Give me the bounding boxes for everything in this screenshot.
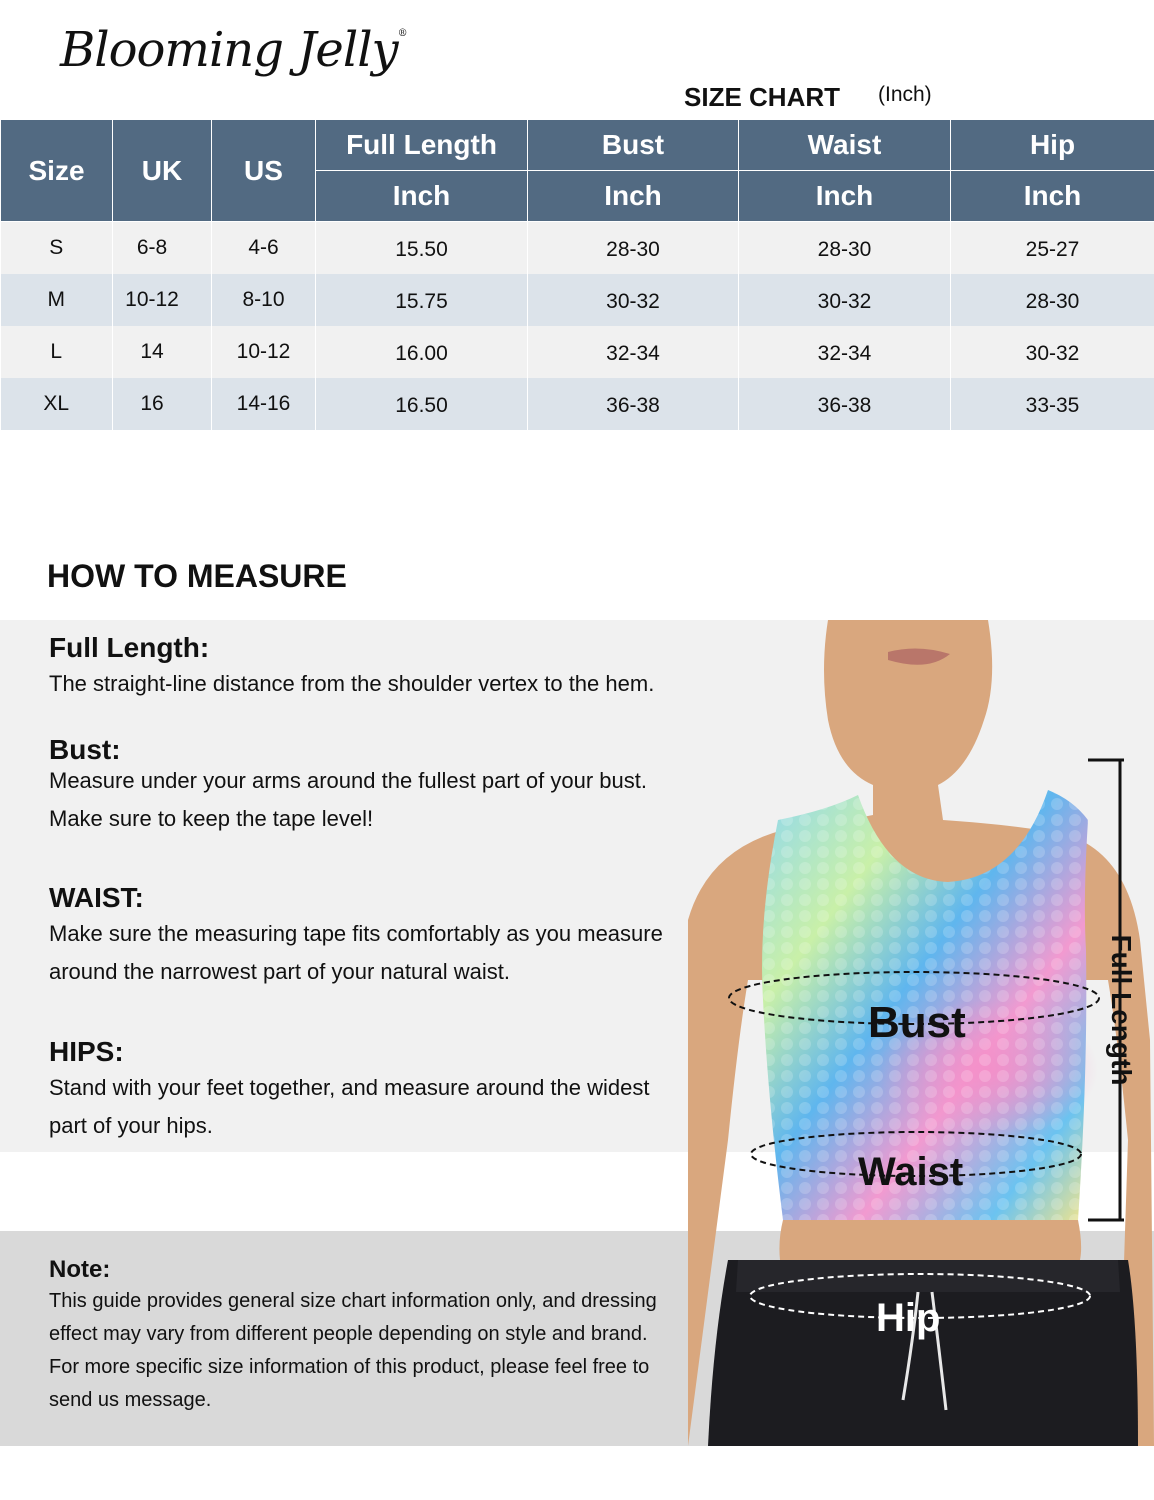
header-bust: Bust <box>528 120 739 171</box>
registered-mark: ® <box>397 28 407 39</box>
cell-hip: 30-32 <box>951 326 1154 378</box>
header-full-length: Full Length <box>316 120 528 171</box>
waist-text-line: Make sure the measuring tape fits comfortably as you measure <box>49 921 663 946</box>
table-row <box>1 274 1154 326</box>
bust-heading: Bust: <box>49 734 121 765</box>
full-length-label: Full Length <box>1106 934 1137 1086</box>
header-size: Size <box>1 120 113 222</box>
cell-us: 8-10 <box>212 274 316 326</box>
hips-heading: HIPS: <box>49 1036 124 1067</box>
cell-size: M <box>1 274 113 326</box>
cell-waist: 28-30 <box>739 222 951 274</box>
note-text-line: This guide provides general size chart information only, and dressing <box>49 1290 657 1312</box>
cell-full-length: 15.50 <box>316 222 528 274</box>
full-length-text: The straight-line distance from the shoulder vertex to the hem. <box>49 671 655 696</box>
header-waist-unit: Inch <box>739 171 951 222</box>
size-chart-title: SIZE CHART <box>684 82 840 112</box>
cell-hip: 25-27 <box>951 222 1154 274</box>
brand-logo <box>60 22 407 78</box>
header-uk: UK <box>113 120 212 222</box>
hips-text-line: Stand with your feet together, and measure around the widest <box>49 1075 650 1100</box>
size-chart-table <box>0 119 1154 430</box>
how-to-measure-title: HOW TO MEASURE <box>47 558 347 594</box>
header-hip: Hip <box>951 120 1154 171</box>
cell-waist: 32-34 <box>739 326 951 378</box>
waist-label: Waist <box>858 1150 964 1194</box>
cell-full-length: 16.00 <box>316 326 528 378</box>
cell-us: 14-16 <box>212 378 316 430</box>
cell-bust: 32-34 <box>528 326 739 378</box>
header-bust-unit: Inch <box>528 171 739 222</box>
cell-uk: 14 <box>113 326 212 378</box>
cell-size: L <box>1 326 113 378</box>
cell-size: S <box>1 222 113 274</box>
header-us: US <box>212 120 316 222</box>
table-row <box>1 222 1154 274</box>
cell-waist: 30-32 <box>739 274 951 326</box>
note-heading: Note: <box>49 1256 111 1283</box>
cell-full-length: 15.75 <box>316 274 528 326</box>
table-row <box>1 378 1154 430</box>
bust-text-line: Make sure to keep the tape level! <box>49 806 374 831</box>
cell-size: XL <box>1 378 113 430</box>
hips-text-line: part of your hips. <box>49 1113 213 1138</box>
bust-label: Bust <box>868 998 966 1047</box>
cell-full-length: 16.50 <box>316 378 528 430</box>
cell-uk: 10-12 <box>113 274 212 326</box>
cell-bust: 36-38 <box>528 378 739 430</box>
size-chart-unit: (Inch) <box>878 83 932 106</box>
brand-logo-text: Blooming Jelly <box>60 22 398 78</box>
header-full-length-unit: Inch <box>316 171 528 222</box>
note-text-line: send us message. <box>49 1389 212 1411</box>
header-waist: Waist <box>739 120 951 171</box>
cell-us: 10-12 <box>212 326 316 378</box>
hip-label: Hip <box>876 1296 941 1340</box>
cell-uk: 6-8 <box>113 222 212 274</box>
table-row <box>1 326 1154 378</box>
cell-bust: 30-32 <box>528 274 739 326</box>
note-text-line: effect may vary from different people depending on style and brand. <box>49 1323 648 1345</box>
cell-uk: 16 <box>113 378 212 430</box>
full-length-heading: Full Length: <box>49 632 210 663</box>
cell-bust: 28-30 <box>528 222 739 274</box>
cell-us: 4-6 <box>212 222 316 274</box>
header-hip-unit: Inch <box>951 171 1154 222</box>
cell-hip: 28-30 <box>951 274 1154 326</box>
note-text-line: For more specific size information of this product, please feel free to <box>49 1356 650 1378</box>
waist-text-line: around the narrowest part of your natural waist. <box>49 959 511 984</box>
cell-waist: 36-38 <box>739 378 951 430</box>
waist-heading: WAIST: <box>49 882 144 913</box>
bust-text-line: Measure under your arms around the fullest part of your bust. <box>49 768 647 793</box>
cell-hip: 33-35 <box>951 378 1154 430</box>
